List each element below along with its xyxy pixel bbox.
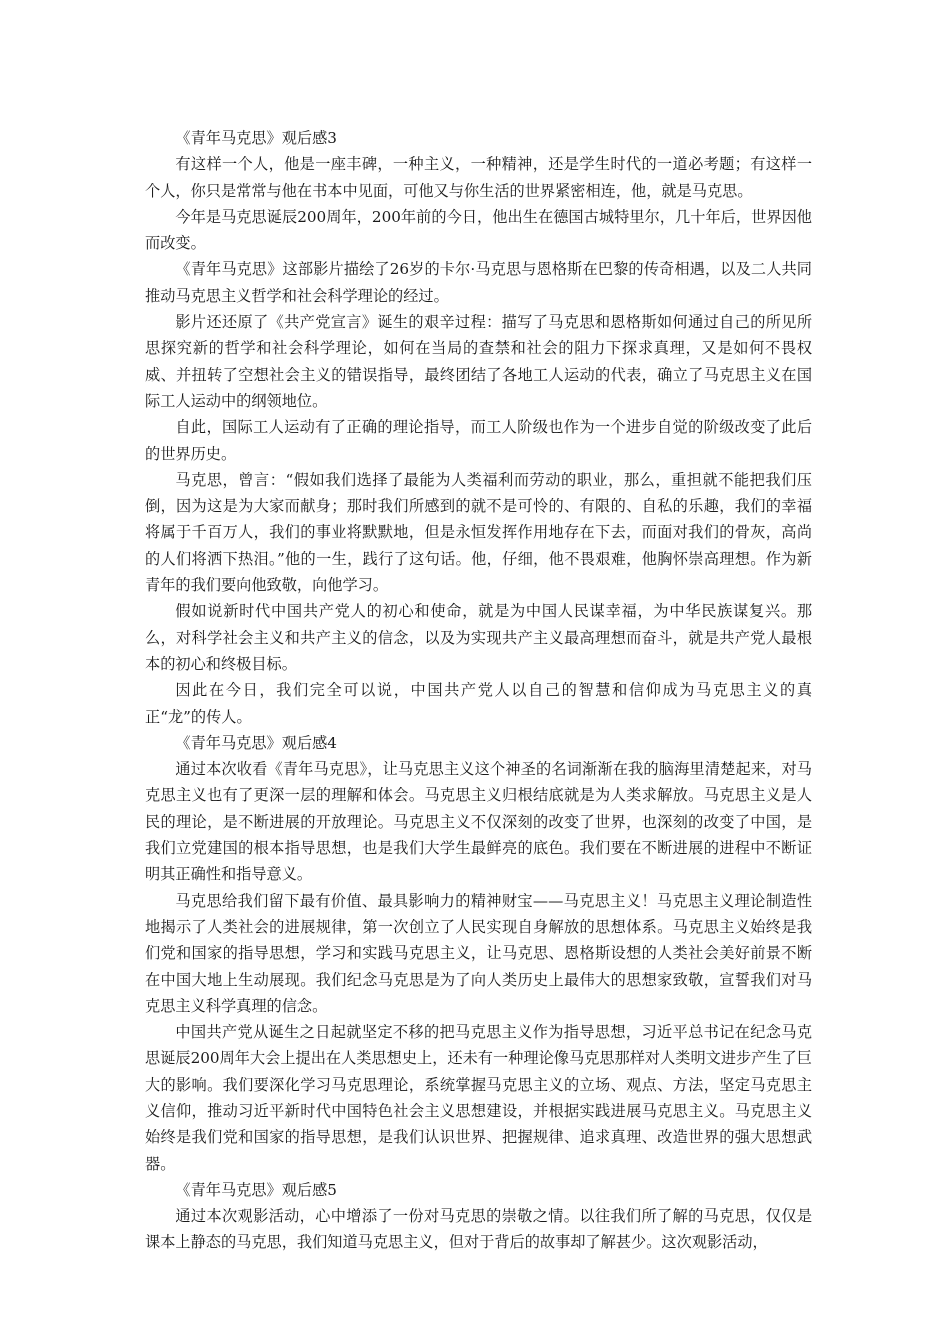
paragraph: 今年是马克思诞辰200周年，200年前的今日，他出生在德国古城特里尔，几十年后，世界因他而改变。 <box>145 207 812 253</box>
paragraph: 通过本次观影活动，心中增添了一份对马克思的崇敬之情。以往我们所了解的马克思，仅仅是课本上静态的马克思，我们知道马克思主义，但对于背后的故事却了解甚少。这次观影活动， <box>145 1207 812 1252</box>
section-title: 《青年马克思》观后感4 <box>175 733 337 752</box>
paragraph: 假如说新时代中国共产党人的初心和使命，就是为中国人民谋幸福，为中华民族谋复兴。那么，对科学社会主义和共产主义的信念，以及为实现共产主义最高理想而奋斗，就是共产党人最根本的初心和终极目标。 <box>145 602 812 673</box>
paragraph: 马克思，曾言：“假如我们选择了最能为人类福利而劳动的职业，那么，重担就不能把我们压倒，因为这是为大家而献身；那时我们所感到的就不是可怜的、有限的、自私的乐趣，我们的幸福将属于千百万人，我们的事业将默默地，但是永恒发挥作用地存在下去，而面对我们的骨灰，高尚的人们将洒下热泪。”他的一生，践行了这句话。他，仔细，他不畏艰难，他胸怀崇高理想。作为新青年的我们要向他致敬，向他学习。 <box>145 470 812 595</box>
section-title: 《青年马克思》观后感3 <box>175 129 337 147</box>
paragraph: 因此在今日，我们完全可以说，中国共产党人以自己的智慧和信仰成为马克思主义的真正“龙”的传人。 <box>145 681 812 726</box>
paragraph: 有这样一个人，他是一座丰碑，一种主义，一种精神，还是学生时代的一道必考题；有这样一个人，你只是常常与他在书本中见面，可他又与你生活的世界紧密相连，他，就是马克思。 <box>145 155 812 200</box>
paragraph: 自此，国际工人运动有了正确的理论指导，而工人阶级也作为一个进步自觉的阶级改变了此后的世界历史。 <box>145 418 812 463</box>
paragraph: 影片还还原了《共产党宣言》诞生的艰辛过程：描写了马克思和恩格斯如何通过自己的所见所思探究新的哲学和社会科学理论，如何在当局的查禁和社会的阻力下探求真理，又是如何不畏权威、并扭转了空想社会主义的错误指导，最终团结了各地工人运动的代表，确立了马克思主义在国际工人运动中的纲领地位。 <box>145 313 812 410</box>
paragraph: 《青年马克思》这部影片描绘了26岁的卡尔·马克思与恩格斯在巴黎的传奇相遇，以及二人共同推动马克思主义哲学和社会科学理论的经过。 <box>145 260 812 305</box>
paragraph: 马克思给我们留下最有价值、最具影响力的精神财宝——马克思主义！马克思主义理论制造性地揭示了人类社会的进展规律，第一次创立了人民实现自身解放的思想体系。马克思主义始终是我们党和国家的指导思想，学习和实践马克思主义，让马克思、恩格斯设想的人类社会美好前景不断在中国大地上生动展现。我们纪念马克思是为了向人类历史上最伟大的思想家致敬，宣誓我们对马克思主义科学真理的信念。 <box>145 891 812 1015</box>
section-title: 《青年马克思》观后感5 <box>175 1180 337 1199</box>
paragraph: 中国共产党从诞生之日起就坚定不移的把马克思主义作为指导思想，习近平总书记在纪念马克思诞辰200周年大会上提出在人类思想史上，还未有一种理论像马克思那样对人类明文进步产生了巨大的影响。我们要深化学习马克思理论，系统掌握马克思主义的立场、观点、方法，坚定马克思主义信仰，推动习近平新时代中国特色社会主义思想建设，并根据实践进展马克思主义。马克思主义始终是我们党和国家的指导思想，是我们认识世界、把握规律、追求真理、改造世界的强大思想武器。 <box>145 1023 812 1173</box>
paragraph: 通过本次收看《青年马克思》，让马克思主义这个神圣的名词渐渐在我的脑海里清楚起来，对马克思主义也有了更深一层的理解和体会。马克思主义归根结底就是为人类求解放。马克思主义是人民的理论，是不断进展的开放理论。马克思主义不仅深刻的改变了世界，也深刻的改变了中国，是我们立党建国的根本指导思想，也是我们大学生最鲜亮的底色。我们要在不断进展的进程中不断证明其正确性和指导意义。 <box>145 760 812 884</box>
